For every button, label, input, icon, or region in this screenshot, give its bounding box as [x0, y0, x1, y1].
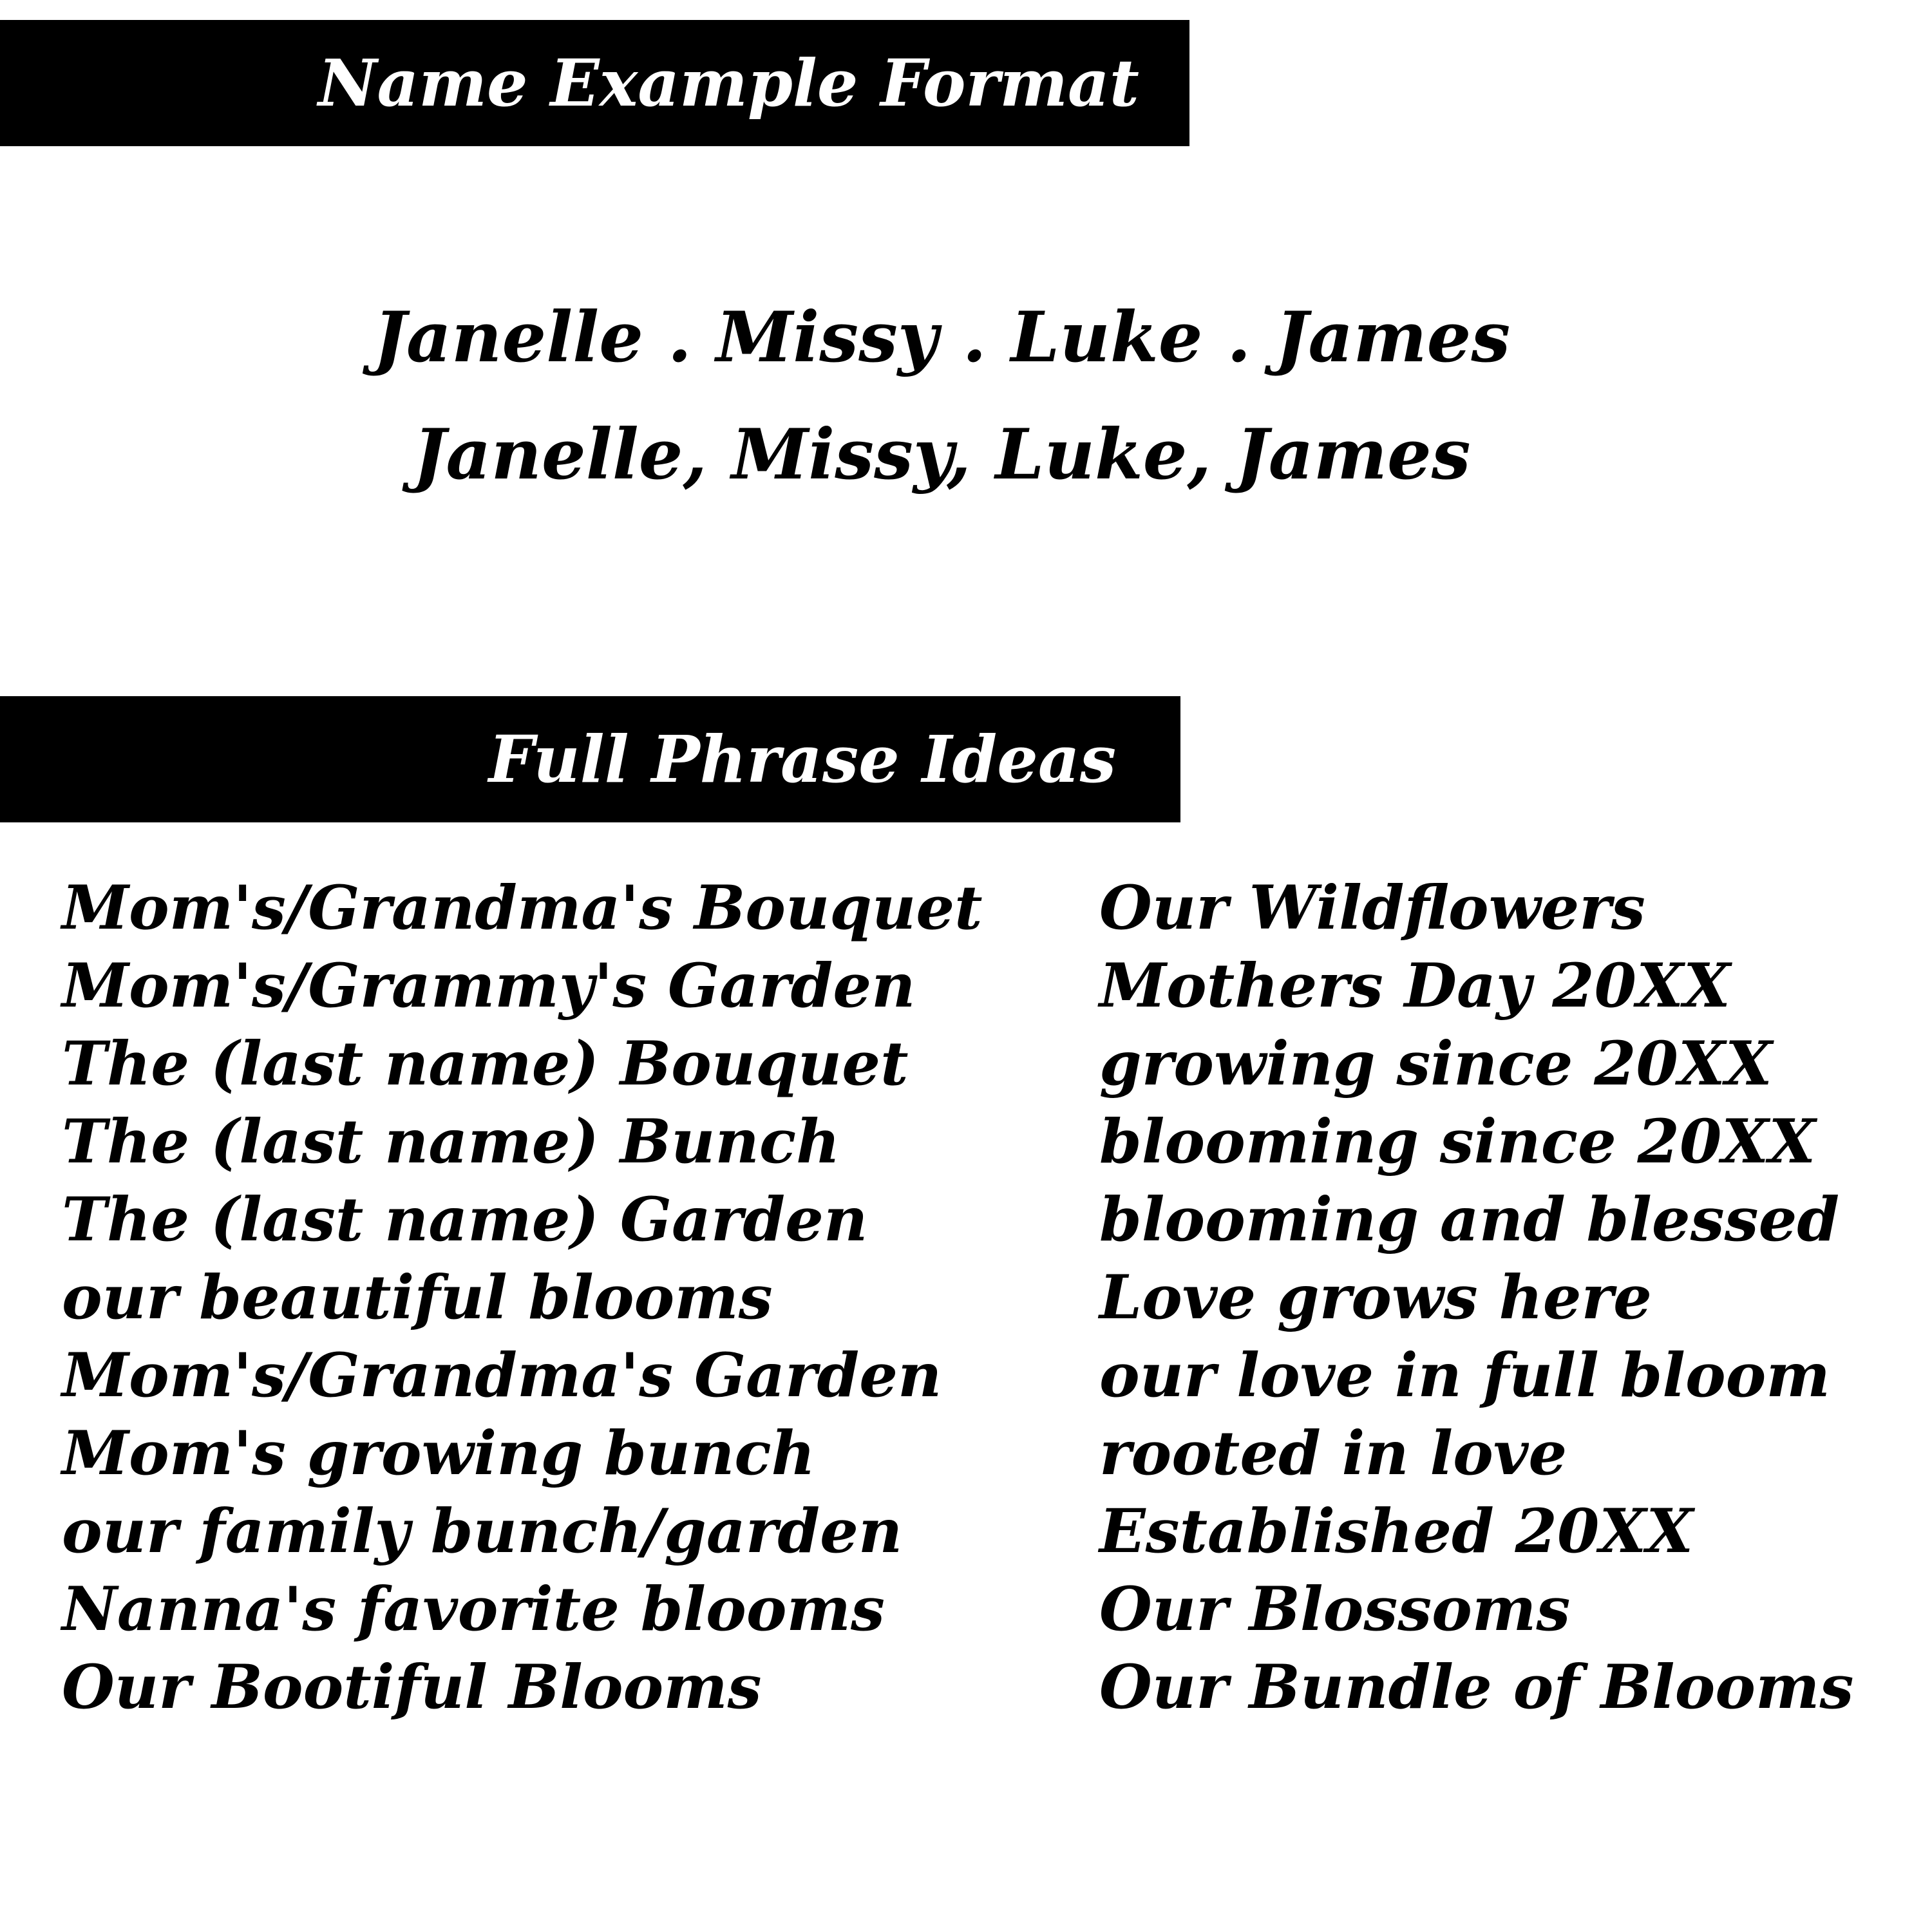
phrase-list-right: [1099, 869, 1911, 1727]
full-phrase-ideas-banner: [0, 696, 1180, 822]
list-item: Love grows here: [1099, 1262, 1652, 1333]
name-example-format-title: Name Example Format: [318, 45, 1139, 121]
list-item: growing since 20XX: [1099, 1028, 1772, 1099]
list-item: Mom's/Grandma's Bouquet: [62, 873, 983, 943]
phrase-list-left: [62, 869, 1079, 1727]
list-item: The (last name) Bouquet: [62, 1028, 909, 1099]
list-item: Established 20XX: [1099, 1496, 1694, 1567]
list-item: blooming since 20XX: [1099, 1106, 1816, 1177]
list-item: Mom's growing bunch: [62, 1418, 815, 1489]
list-item: blooming and blessed: [1099, 1184, 1840, 1255]
full-phrase-ideas-title: Full Phrase Ideas: [488, 721, 1116, 797]
list-item: Mom's/Grammy's Garden: [62, 951, 916, 1021]
list-item: The (last name) Bunch: [62, 1106, 840, 1177]
list-item: our family bunch/garden: [62, 1496, 903, 1567]
list-item: rooted in love: [1099, 1418, 1567, 1489]
name-example-format-banner: [0, 20, 1189, 146]
list-item: Our Bundle of Blooms: [1099, 1652, 1854, 1723]
name-example-commas: Janelle, Missy, Luke, James: [413, 414, 1471, 495]
list-item: Nanna's favorite blooms: [62, 1574, 885, 1645]
list-item: our beautiful blooms: [62, 1262, 773, 1333]
name-example-dots: Janelle . Missy . Luke . James: [373, 297, 1511, 378]
list-item: Our Blossoms: [1099, 1574, 1571, 1645]
list-item: our love in full bloom: [1099, 1340, 1830, 1411]
list-item: Mom's/Grandma's Garden: [62, 1340, 942, 1411]
list-item: Mothers Day 20XX: [1099, 951, 1730, 1021]
list-item: The (last name) Garden: [62, 1184, 868, 1255]
list-item: Our Bootiful Blooms: [62, 1652, 762, 1723]
list-item: Our Wildflowers: [1099, 873, 1645, 943]
